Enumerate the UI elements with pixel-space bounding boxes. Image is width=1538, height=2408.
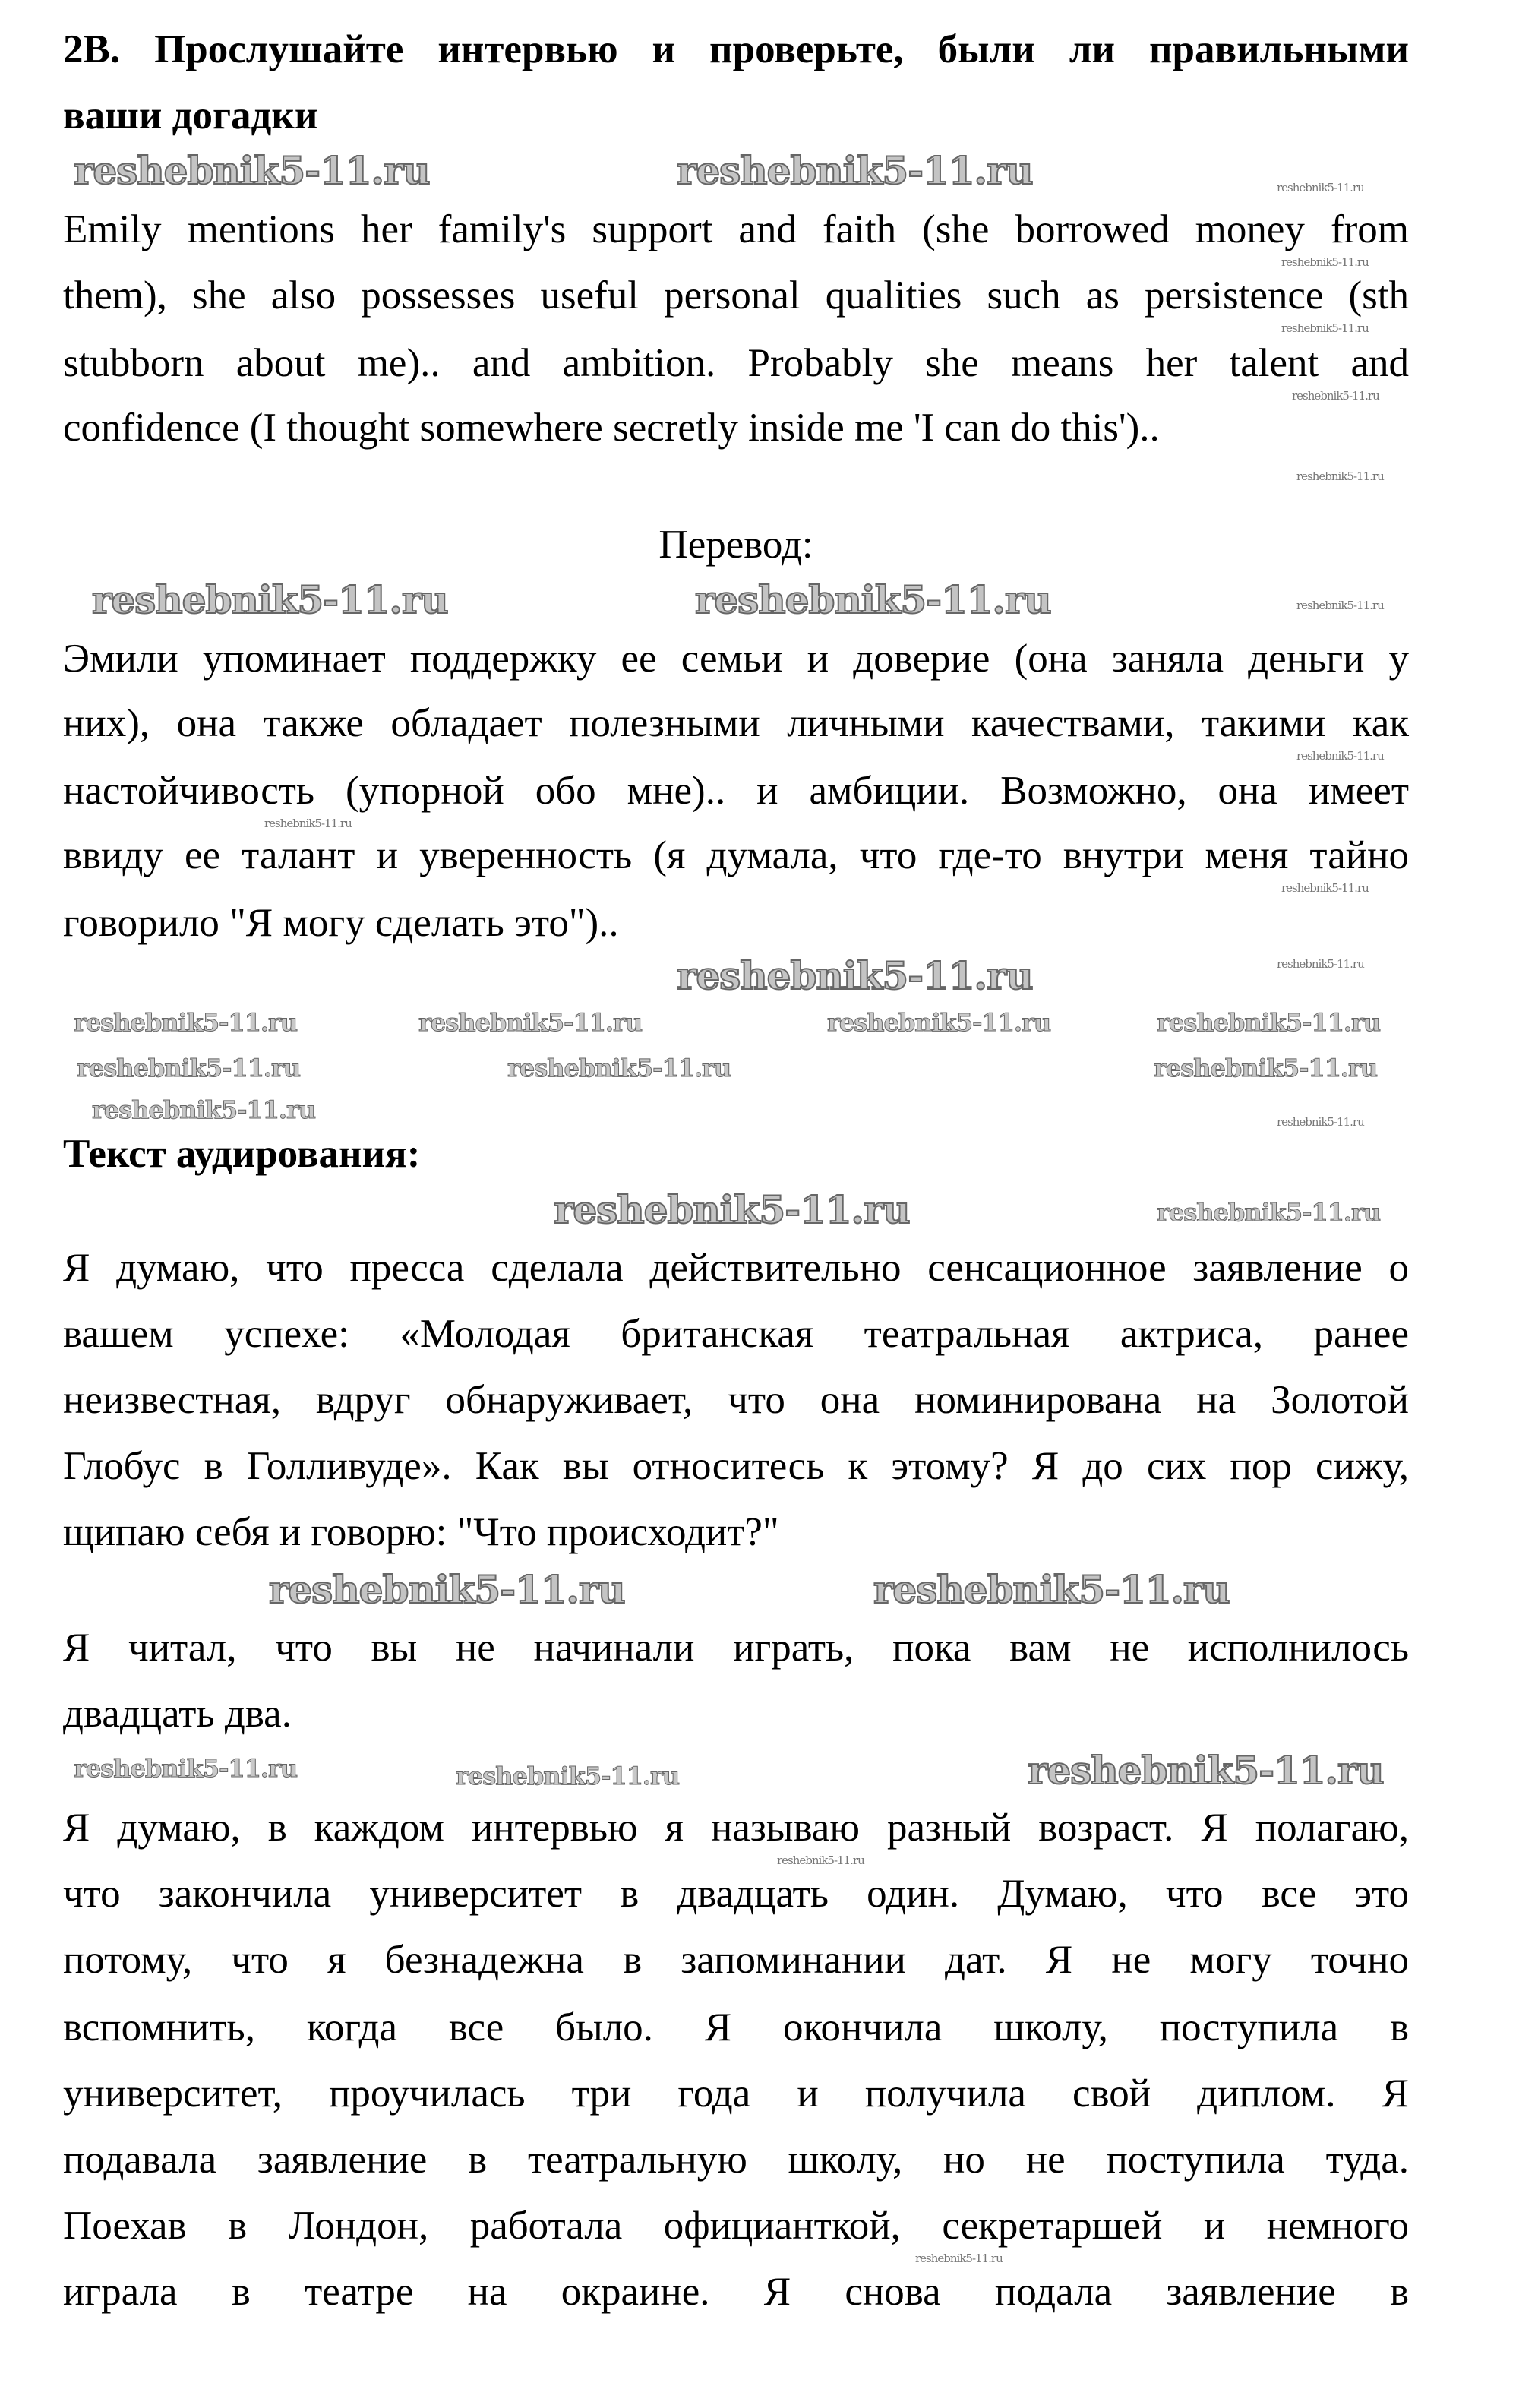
watermark: reshebnik5-11.ru <box>1154 1054 1378 1082</box>
watermark: reshebnik5-11.ru <box>1296 599 1384 612</box>
english-line: stubborn about me).. and ambition. Probably she means her talent and <box>63 341 1409 385</box>
english-line: Emily mentions her family's support and faith (she borrowed money from <box>63 207 1409 251</box>
russian-line: них), она также обладает полезными личными качествами, такими как <box>63 701 1409 745</box>
heading-line: ваши догадки <box>63 93 318 137</box>
watermark: reshebnik5-11.ru <box>1277 957 1364 971</box>
watermark: reshebnik5-11.ru <box>74 1754 298 1783</box>
listening-line: Я читал, что вы не начинали играть, пока вам не исполнилось <box>63 1626 1409 1670</box>
watermark: reshebnik5-11.ru <box>77 1054 301 1082</box>
watermark: reshebnik5-11.ru <box>873 1567 1230 1612</box>
watermark: reshebnik5-11.ru <box>1028 1748 1384 1793</box>
watermark: reshebnik5-11.ru <box>264 817 352 830</box>
watermark: reshebnik5-11.ru <box>695 577 1051 622</box>
watermark: reshebnik5-11.ru <box>1296 749 1384 763</box>
listening-line: вспомнить, когда все было. Я окончила школу, поступила в <box>63 2005 1409 2049</box>
watermark: reshebnik5-11.ru <box>915 2252 1003 2265</box>
watermark: reshebnik5-11.ru <box>677 148 1033 193</box>
listening-line: университет, проучилась три года и получила свой диплом. Я <box>63 2071 1409 2116</box>
watermark: reshebnik5-11.ru <box>1281 255 1369 269</box>
watermark: reshebnik5-11.ru <box>1157 1008 1381 1037</box>
listening-heading: Текст аудирования: <box>63 1132 421 1176</box>
watermark: reshebnik5-11.ru <box>1296 469 1384 483</box>
listening-line: Поехав в Лондон, работала официанткой, секретаршей и немного <box>63 2204 1409 2248</box>
watermark: reshebnik5-11.ru <box>92 1095 316 1124</box>
russian-line: Эмили упоминает поддержку ее семьи и доверие (она заняла деньги у <box>63 637 1409 681</box>
listening-line: играла в театре на окраине. Я снова подала заявление в <box>63 2270 1409 2314</box>
watermark: reshebnik5-11.ru <box>269 1567 625 1612</box>
english-line: them), she also possesses useful personal qualities such as persistence (sth <box>63 273 1409 318</box>
listening-line: вашем успехе: «Молодая британская театральная актриса, ранее <box>63 1312 1409 1356</box>
english-line: confidence (I thought somewhere secretly inside me 'I can do this').. <box>63 406 1160 450</box>
watermark: reshebnik5-11.ru <box>92 577 448 622</box>
heading-line: 2B. Прослушайте интервью и проверьте, были ли правильными <box>63 27 1409 71</box>
watermark: reshebnik5-11.ru <box>554 1187 910 1232</box>
watermark: reshebnik5-11.ru <box>74 148 430 193</box>
watermark: reshebnik5-11.ru <box>1281 881 1369 895</box>
watermark: reshebnik5-11.ru <box>456 1762 680 1790</box>
russian-line: настойчивость (упорной обо мне).. и амбиции. Возможно, она имеет <box>63 769 1409 813</box>
watermark: reshebnik5-11.ru <box>1157 1198 1381 1227</box>
watermark: reshebnik5-11.ru <box>1292 389 1379 403</box>
listening-line: потому, что я безнадежна в запоминании дат. Я не могу точно <box>63 1938 1409 1982</box>
watermark: reshebnik5-11.ru <box>777 1853 864 1867</box>
listening-line: подавала заявление в театральную школу, но не поступила туда. <box>63 2138 1409 2182</box>
listening-line: Глобус в Голливуде». Как вы относитесь к этому? Я до сих пор сижу, <box>63 1444 1409 1488</box>
russian-line: ввиду ее талант и уверенность (я думала, что где-то внутри меня тайно <box>63 833 1409 877</box>
listening-line: Я думаю, что пресса сделала действительно сенсационное заявление о <box>63 1246 1409 1290</box>
watermark: reshebnik5-11.ru <box>418 1008 643 1037</box>
listening-line: двадцать два. <box>63 1692 292 1736</box>
watermark: reshebnik5-11.ru <box>1281 321 1369 335</box>
listening-line: Я думаю, в каждом интервью я называю разный возраст. Я полагаю, <box>63 1806 1409 1850</box>
watermark: reshebnik5-11.ru <box>1277 1115 1364 1129</box>
watermark: reshebnik5-11.ru <box>827 1008 1051 1037</box>
russian-line: говорило "Я могу сделать это").. <box>63 901 619 945</box>
listening-line: что закончила университет в двадцать один. Думаю, что все это <box>63 1872 1409 1916</box>
translation-label: Перевод: <box>658 523 813 567</box>
listening-line: неизвестная, вдруг обнаруживает, что она номинирована на Золотой <box>63 1378 1409 1422</box>
watermark: reshebnik5-11.ru <box>1277 181 1364 194</box>
watermark: reshebnik5-11.ru <box>74 1008 298 1037</box>
listening-line: щипаю себя и говорю: "Что происходит?" <box>63 1510 779 1554</box>
watermark: reshebnik5-11.ru <box>507 1054 731 1082</box>
watermark: reshebnik5-11.ru <box>677 953 1033 998</box>
